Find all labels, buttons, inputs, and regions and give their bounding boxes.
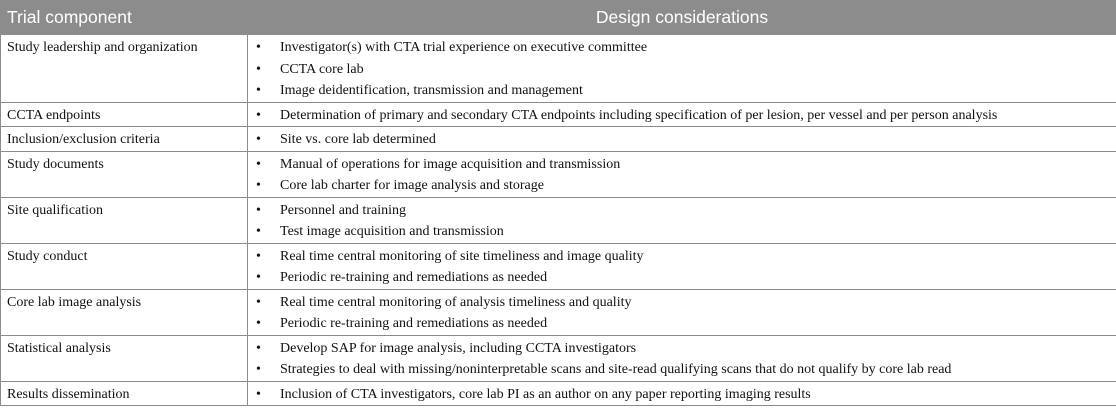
table-row [1, 289, 1116, 335]
list-item-text: Strategies to deal with missing/noninterpretable scans and site-read qualifying scans that do not qualify by core lab read [280, 362, 952, 377]
list-item-text: Real time central monitoring of site timeliness and image quality [280, 248, 644, 264]
list-item [254, 59, 1111, 81]
list-item [254, 292, 1111, 314]
list-item [254, 129, 1111, 151]
considerations-list [254, 200, 1111, 243]
trial-component-cell: Inclusion/exclusion criteria [1, 127, 248, 152]
bullet-icon: • [256, 40, 261, 55]
list-item [254, 200, 1111, 222]
trial-component-cell: Results dissemination [1, 381, 248, 406]
list-item-text: Investigator(s) with CTA trial experience on executive committee [280, 40, 648, 55]
bullet-icon: • [256, 224, 261, 239]
list-item-text: Real time central monitoring of analysis timeliness and quality [280, 294, 632, 310]
bullet-icon: • [256, 362, 261, 377]
bullet-icon: • [256, 61, 261, 77]
list-item-text: Manual of operations for image acquisition and transmission [280, 156, 621, 172]
trial-component-cell: Study documents [1, 151, 248, 197]
list-item [254, 221, 1111, 243]
header-row [1, 1, 1116, 35]
bullet-icon: • [256, 83, 261, 98]
list-item-text: Test image acquisition and transmission [280, 224, 504, 239]
considerations-list [254, 292, 1111, 335]
considerations-list [254, 246, 1111, 289]
list-item-text: Site vs. core lab determined [280, 132, 436, 147]
list-item-text: Periodic re-training and remediations as needed [280, 316, 548, 331]
trial-component-cell: Statistical analysis [1, 335, 248, 381]
list-item [254, 267, 1111, 289]
list-item-text: Inclusion of CTA investigators, core lab PI as an author on any paper reporting imaging results [280, 386, 811, 402]
header-design-considerations: Design considerations [248, 1, 1116, 35]
trial-component-cell: Study conduct [1, 243, 248, 289]
bullet-icon: • [256, 340, 261, 356]
list-item [254, 154, 1111, 176]
list-item [254, 37, 1111, 59]
bullet-icon: • [256, 178, 261, 193]
table-row [1, 35, 1116, 103]
design-considerations-cell [248, 381, 1116, 406]
list-item [254, 359, 1111, 381]
considerations-list [254, 154, 1111, 197]
list-item-text: Periodic re-training and remediations as needed [280, 270, 548, 285]
bullet-icon: • [256, 156, 261, 172]
trial-component-cell: Core lab image analysis [1, 289, 248, 335]
design-considerations-cell [248, 35, 1116, 103]
design-considerations-cell [248, 289, 1116, 335]
table-row [1, 151, 1116, 197]
list-item-text: Determination of primary and secondary CTA endpoints including specification of per lesion, per vessel and per person analysis [280, 107, 998, 123]
considerations-list [254, 129, 1111, 151]
design-considerations-cell [248, 102, 1116, 127]
table-row [1, 381, 1116, 406]
trial-component-cell: CCTA endpoints [1, 102, 248, 127]
bullet-icon: • [256, 270, 261, 285]
list-item [254, 246, 1111, 268]
trial-component-cell: Site qualification [1, 197, 248, 243]
list-item [254, 338, 1111, 360]
list-item [254, 80, 1111, 102]
list-item [254, 313, 1111, 335]
bullet-icon: • [256, 316, 261, 331]
list-item-text: CCTA core lab [280, 61, 364, 77]
bullet-icon: • [256, 248, 261, 264]
design-considerations-cell [248, 197, 1116, 243]
list-item [254, 175, 1111, 197]
table-row [1, 197, 1116, 243]
considerations-list [254, 384, 1111, 406]
design-considerations-cell [248, 243, 1116, 289]
list-item-text: Image deidentification, transmission and management [280, 83, 583, 98]
table-row [1, 243, 1116, 289]
table-row [1, 335, 1116, 381]
table-row [1, 102, 1116, 127]
bullet-icon: • [256, 107, 261, 123]
list-item-text: Core lab charter for image analysis and storage [280, 178, 544, 193]
bullet-icon: • [256, 294, 261, 310]
bullet-icon: • [256, 132, 261, 147]
considerations-list [254, 105, 1111, 127]
bullet-icon: • [256, 202, 261, 218]
table-row [1, 127, 1116, 152]
list-item-text: Personnel and training [280, 202, 406, 218]
trial-component-cell: Study leadership and organization [1, 35, 248, 103]
list-item-text: Develop SAP for image analysis, including CCTA investigators [280, 340, 637, 356]
list-item [254, 384, 1111, 406]
bullet-icon: • [256, 386, 261, 402]
table-body [1, 35, 1116, 406]
considerations-list [254, 338, 1111, 381]
design-considerations-cell [248, 127, 1116, 152]
design-considerations-cell [248, 151, 1116, 197]
list-item [254, 105, 1111, 127]
design-considerations-cell [248, 335, 1116, 381]
header-trial-component: Trial component [1, 1, 248, 35]
considerations-list [254, 37, 1111, 102]
